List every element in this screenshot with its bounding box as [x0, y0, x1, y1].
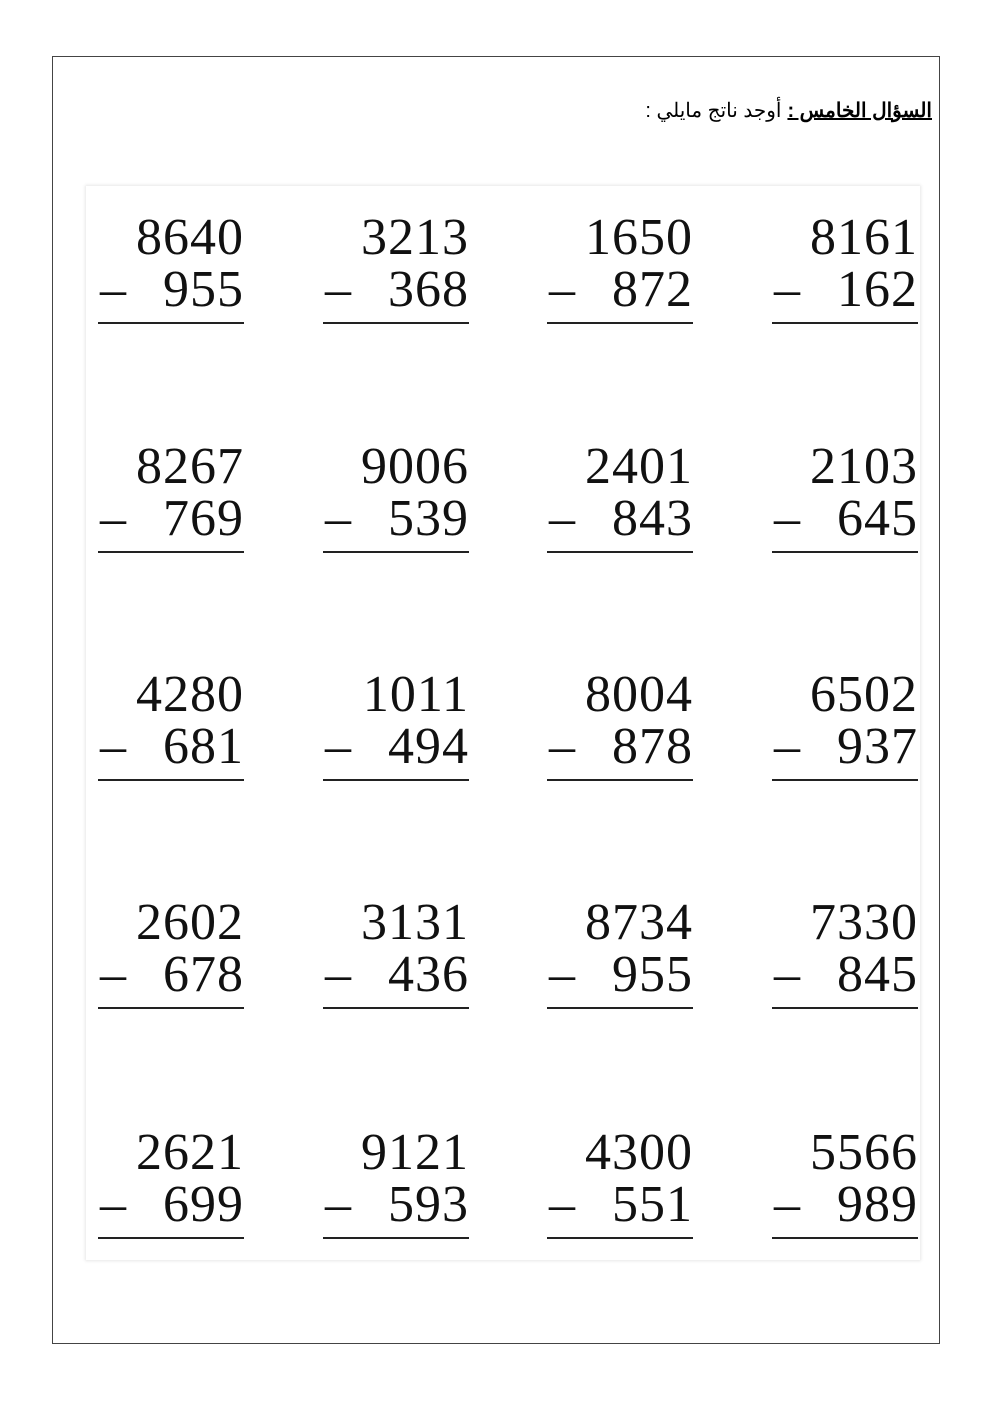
subtrahend-row — [772, 947, 918, 1003]
subtraction-problem — [547, 667, 693, 787]
subtraction-problem — [772, 210, 918, 330]
subtrahend-row — [547, 491, 693, 547]
minuend: 9006 — [361, 438, 469, 495]
subtrahend: 872 — [612, 261, 693, 318]
minuend: 2401 — [585, 438, 693, 495]
problem-grid — [86, 186, 920, 1260]
minuend: 4300 — [585, 1124, 693, 1181]
subtrahend-row — [772, 262, 918, 318]
minus-sign: – — [549, 718, 575, 775]
subtrahend: 551 — [612, 1176, 693, 1233]
question-text: أوجد ناتج مايلي : — [645, 100, 782, 122]
subtrahend-row — [547, 262, 693, 318]
minus-sign: – — [325, 490, 351, 547]
answer-line — [547, 779, 693, 781]
subtraction-problem — [323, 667, 469, 787]
minuend: 8267 — [136, 438, 244, 495]
minus-sign: – — [774, 1176, 800, 1233]
subtrahend-row — [98, 491, 244, 547]
subtrahend: 937 — [837, 718, 918, 775]
subtrahend: 494 — [388, 718, 469, 775]
answer-line — [98, 1007, 244, 1009]
answer-line — [98, 322, 244, 324]
answer-line — [323, 322, 469, 324]
answer-line — [323, 1237, 469, 1239]
minus-sign: – — [549, 490, 575, 547]
minuend: 4280 — [136, 666, 244, 723]
subtraction-problem — [547, 210, 693, 330]
subtrahend: 593 — [388, 1176, 469, 1233]
minus-sign: – — [774, 718, 800, 775]
subtrahend: 989 — [837, 1176, 918, 1233]
subtraction-problem — [323, 210, 469, 330]
subtraction-problem — [98, 439, 244, 559]
minuend: 5566 — [810, 1124, 918, 1181]
minuend: 9121 — [361, 1124, 469, 1181]
subtrahend-row — [772, 1177, 918, 1233]
subtrahend: 878 — [612, 718, 693, 775]
minus-sign: – — [549, 1176, 575, 1233]
subtraction-problem — [772, 439, 918, 559]
subtrahend-row — [772, 491, 918, 547]
minuend: 8640 — [136, 209, 244, 266]
answer-line — [772, 1237, 918, 1239]
minus-sign: – — [774, 261, 800, 318]
minuend: 2621 — [136, 1124, 244, 1181]
subtrahend: 436 — [388, 946, 469, 1003]
answer-line — [547, 1007, 693, 1009]
subtrahend-row — [98, 947, 244, 1003]
subtrahend: 681 — [163, 718, 244, 775]
minus-sign: – — [100, 718, 126, 775]
subtrahend: 845 — [837, 946, 918, 1003]
minuend: 2602 — [136, 894, 244, 951]
answer-line — [772, 322, 918, 324]
subtrahend: 539 — [388, 490, 469, 547]
minus-sign: – — [100, 490, 126, 547]
subtraction-worksheet — [86, 186, 920, 1260]
answer-line — [547, 322, 693, 324]
subtrahend-row — [323, 947, 469, 1003]
answer-line — [323, 551, 469, 553]
subtraction-problem — [98, 895, 244, 1015]
subtraction-problem — [323, 1125, 469, 1245]
subtrahend: 368 — [388, 261, 469, 318]
minus-sign: – — [549, 946, 575, 1003]
minuend: 3213 — [361, 209, 469, 266]
minuend: 8734 — [585, 894, 693, 951]
subtrahend-row — [323, 262, 469, 318]
subtrahend: 955 — [163, 261, 244, 318]
subtrahend-row — [323, 491, 469, 547]
minus-sign: – — [100, 946, 126, 1003]
subtrahend-row — [323, 1177, 469, 1233]
minuend: 8161 — [810, 209, 918, 266]
subtraction-problem — [547, 895, 693, 1015]
subtrahend: 699 — [163, 1176, 244, 1233]
answer-line — [323, 1007, 469, 1009]
subtrahend-row — [547, 719, 693, 775]
minus-sign: – — [325, 261, 351, 318]
subtrahend: 645 — [837, 490, 918, 547]
subtraction-problem — [772, 667, 918, 787]
minus-sign: – — [100, 1176, 126, 1233]
minuend: 3131 — [361, 894, 469, 951]
answer-line — [547, 551, 693, 553]
minuend: 1011 — [362, 666, 469, 723]
subtrahend-row — [98, 1177, 244, 1233]
minus-sign: – — [549, 261, 575, 318]
answer-line — [772, 1007, 918, 1009]
minuend: 6502 — [810, 666, 918, 723]
subtrahend-row — [98, 262, 244, 318]
answer-line — [323, 779, 469, 781]
minus-sign: – — [325, 718, 351, 775]
minuend: 7330 — [810, 894, 918, 951]
subtrahend: 678 — [163, 946, 244, 1003]
subtrahend: 769 — [163, 490, 244, 547]
answer-line — [547, 1237, 693, 1239]
subtraction-problem — [98, 667, 244, 787]
subtraction-problem — [547, 1125, 693, 1245]
question-heading — [645, 98, 932, 123]
minus-sign: – — [774, 946, 800, 1003]
answer-line — [98, 551, 244, 553]
subtrahend-row — [547, 947, 693, 1003]
minus-sign: – — [100, 261, 126, 318]
question-label: السؤال الخامس : — [787, 100, 932, 122]
subtraction-problem — [323, 439, 469, 559]
subtrahend: 162 — [837, 261, 918, 318]
answer-line — [98, 1237, 244, 1239]
subtrahend: 955 — [612, 946, 693, 1003]
answer-line — [772, 779, 918, 781]
minuend: 2103 — [810, 438, 918, 495]
subtraction-problem — [547, 439, 693, 559]
subtrahend-row — [323, 719, 469, 775]
subtrahend-row — [98, 719, 244, 775]
subtraction-problem — [98, 210, 244, 330]
answer-line — [98, 779, 244, 781]
subtrahend: 843 — [612, 490, 693, 547]
minuend: 1650 — [585, 209, 693, 266]
subtrahend-row — [772, 719, 918, 775]
minuend: 8004 — [585, 666, 693, 723]
answer-line — [772, 551, 918, 553]
subtraction-problem — [98, 1125, 244, 1245]
subtraction-problem — [772, 895, 918, 1015]
subtraction-problem — [323, 895, 469, 1015]
subtraction-problem — [772, 1125, 918, 1245]
minus-sign: – — [325, 1176, 351, 1233]
subtrahend-row — [547, 1177, 693, 1233]
minus-sign: – — [774, 490, 800, 547]
minus-sign: – — [325, 946, 351, 1003]
